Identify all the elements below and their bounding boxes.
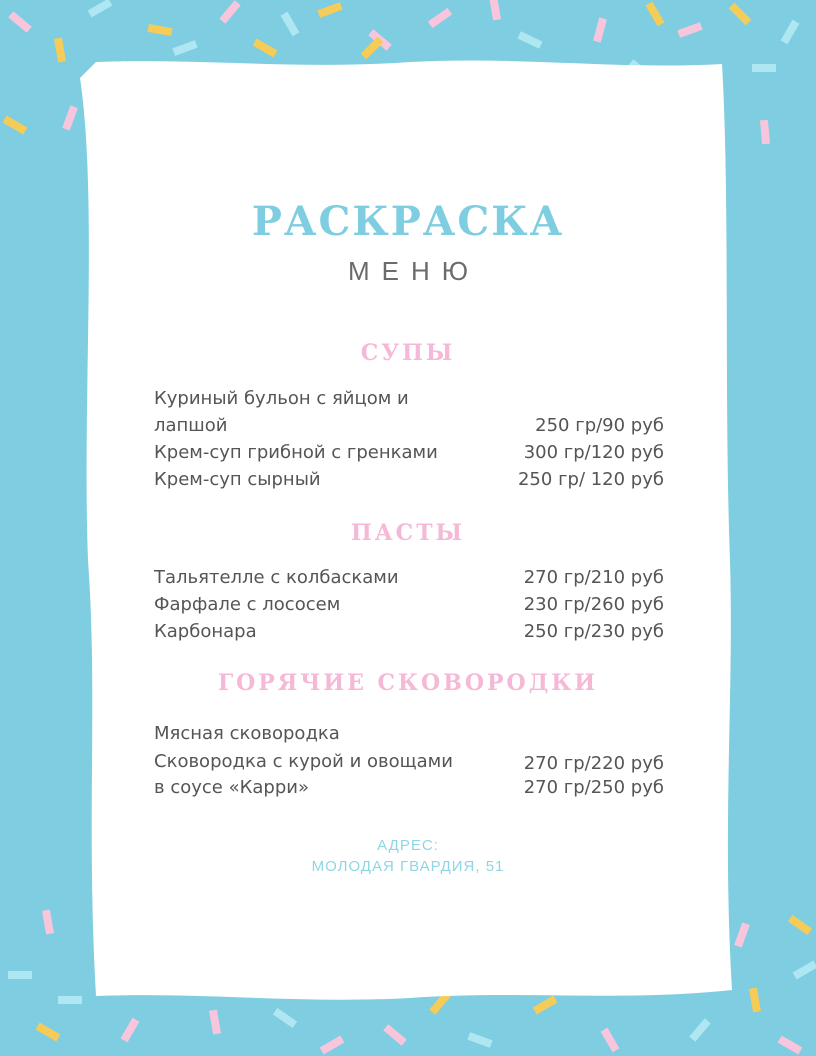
menu-item: [154, 442, 664, 469]
dish-name: в соусе «Карри»: [154, 777, 309, 798]
restaurant-title: РАСКРАСКА: [251, 198, 565, 245]
dish-name: лапшой: [154, 415, 228, 436]
menu-item: [154, 777, 664, 804]
dish-name: Карбонара: [154, 621, 257, 642]
dish-price: 250 гр/ 120 руб: [517, 469, 664, 490]
address-text: МОЛОДАЯ ГВАРДИЯ, 51: [311, 858, 505, 875]
section-title-hot-pans: ГОРЯЧИЕ СКОВОРОДКИ: [217, 670, 599, 696]
section-title-pastas: ПАСТЫ: [350, 520, 465, 546]
section-title-soups: СУПЫ: [360, 340, 456, 366]
dish-name: Фарфале с лососем: [154, 594, 341, 615]
menu-item: [154, 469, 664, 496]
dish-price: 270 гр/210 руб: [523, 567, 664, 588]
dish-price: 270 гр/220 руб: [523, 753, 664, 774]
menu-item: [154, 567, 664, 594]
dish-price: 300 гр/120 руб: [523, 442, 664, 463]
menu-item: [154, 723, 664, 750]
dish-price: 250 гр/230 руб: [523, 621, 664, 642]
menu-item: [154, 388, 664, 415]
address-label: АДРЕС:: [377, 837, 439, 854]
dish-name: Куриный бульон с яйцом и: [154, 388, 409, 409]
dish-price: 230 гр/260 руб: [523, 594, 664, 615]
menu-item: [154, 621, 664, 648]
dish-name: Мясная сковородка: [154, 723, 340, 744]
menu-item: [154, 415, 664, 442]
dish-price: 250 гр/90 руб: [535, 415, 664, 436]
menu-item: [154, 751, 664, 778]
dish-name: Крем-суп сырный: [154, 469, 321, 490]
dish-price: 270 гр/250 руб: [523, 777, 664, 798]
menu-item: [154, 594, 664, 621]
dish-name: Тальятелле с колбасками: [154, 567, 399, 588]
dish-name: Сковородка с курой и овощами: [154, 751, 453, 772]
dish-name: Крем-суп грибной с гренками: [154, 442, 438, 463]
menu-subtitle: МЕНЮ: [347, 256, 481, 286]
